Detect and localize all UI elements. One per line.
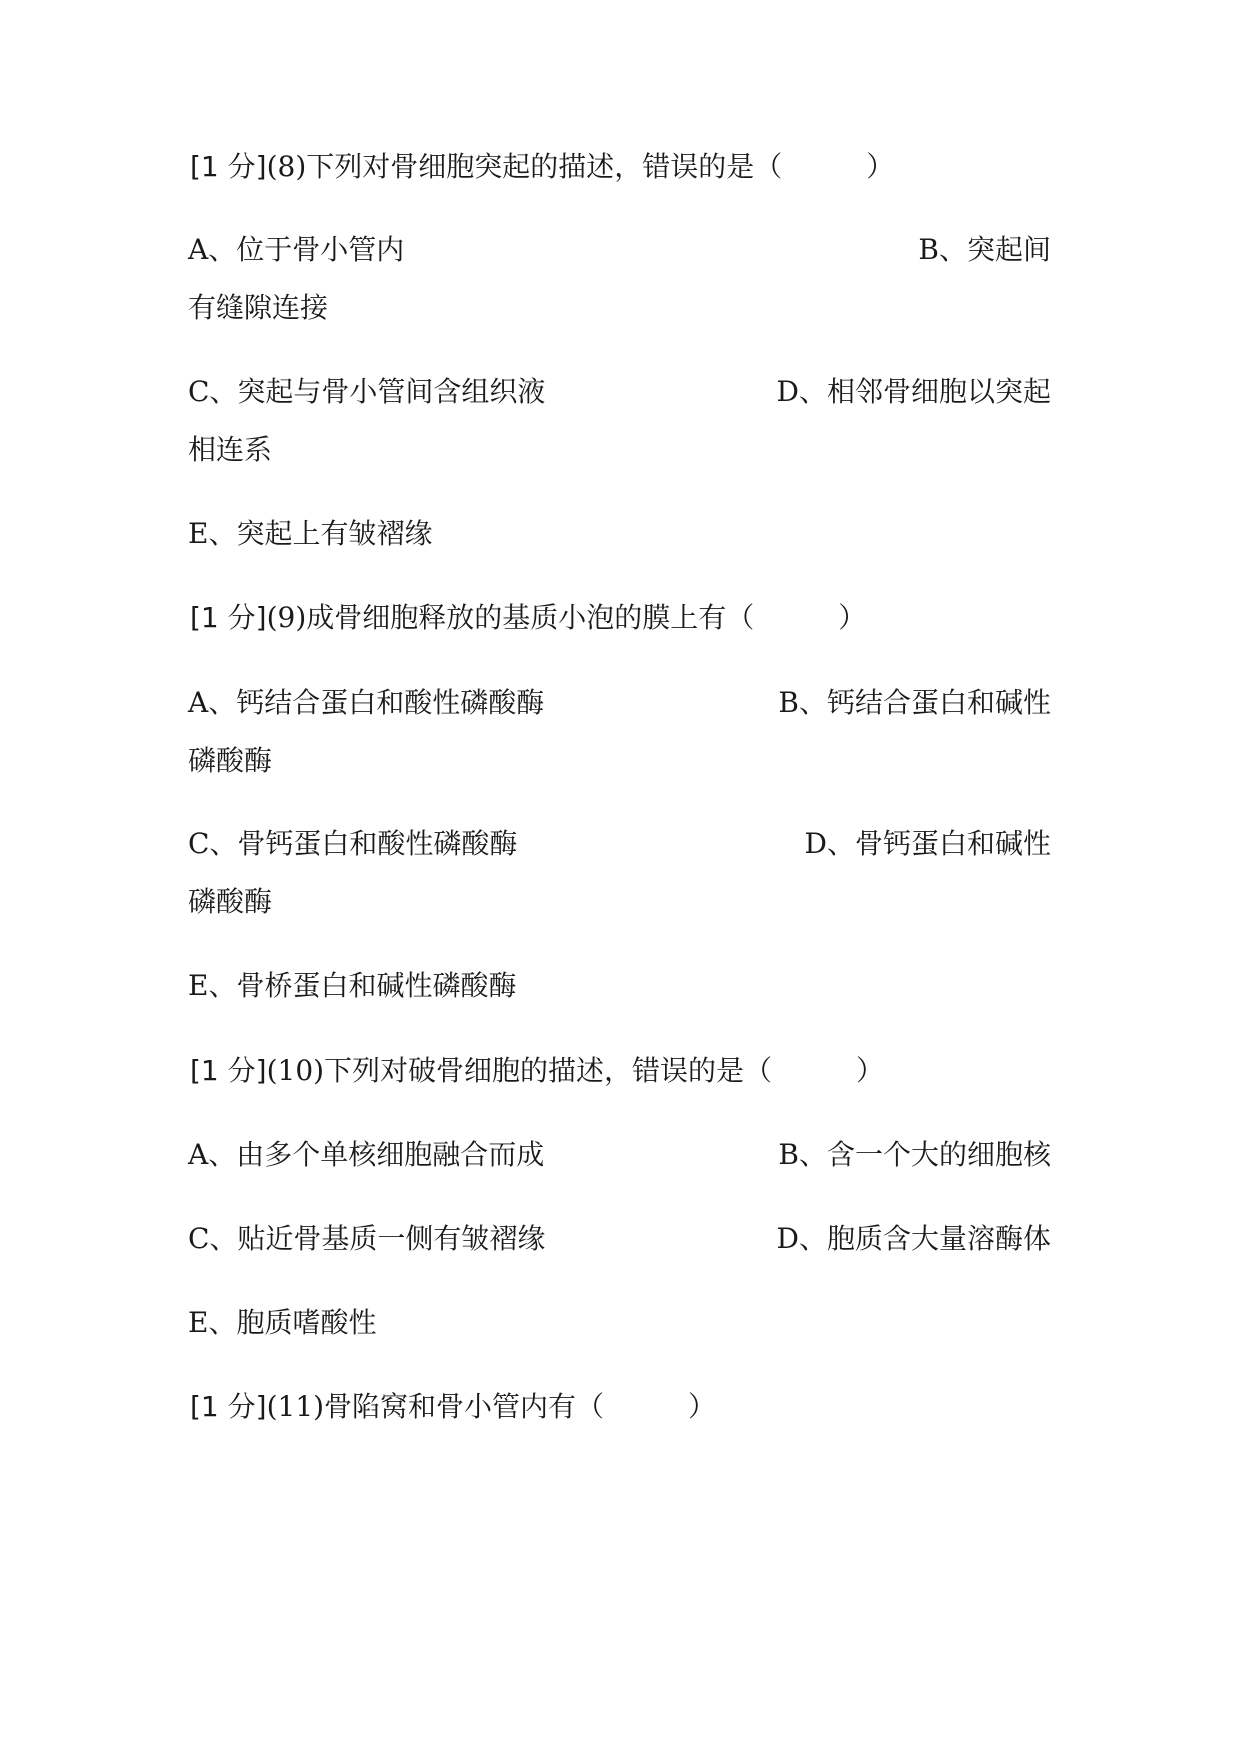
question-8-score: [1 分] — [190, 150, 267, 183]
question-8-option-e: E、突起上有皱褶缘 — [188, 517, 433, 550]
question-9-option-e: E、骨桥蛋白和碱性磷酸酶 — [188, 969, 517, 1002]
question-9-score: [1 分] — [190, 601, 267, 634]
question-10-score: [1 分] — [190, 1054, 267, 1087]
question-10-option-b: B、含一个大的细胞核 — [778, 1138, 1051, 1171]
question-9-option-b-continued: 磷酸酶 — [188, 744, 273, 777]
question-10-text: (10)下列对破骨细胞的描述，错误的是（ ） — [266, 1054, 885, 1087]
question-8-option-d: D、相邻骨细胞以突起 — [776, 375, 1051, 408]
question-9-option-d: D、骨钙蛋白和碱性 — [804, 827, 1051, 860]
question-8-text: (8)下列对骨细胞突起的描述，错误的是（ ） — [266, 150, 895, 183]
question-9-option-c: C、骨钙蛋白和酸性磷酸酶 — [188, 827, 518, 860]
question-8-option-d-continued: 相连系 — [188, 433, 273, 466]
question-11-score: [1 分] — [190, 1390, 267, 1423]
question-8-option-a: A、位于骨小管内 — [188, 233, 405, 266]
question-11-text: (11)骨陷窝和骨小管内有（ ） — [266, 1390, 717, 1423]
question-10-option-a: A、由多个单核细胞融合而成 — [188, 1138, 545, 1171]
question-11-stem — [190, 1387, 716, 1427]
question-8-option-b: B、突起间 — [918, 233, 1051, 266]
question-8-option-b-continued: 有缝隙连接 — [188, 291, 329, 324]
question-10-option-c: C、贴近骨基质一侧有皱褶缘 — [188, 1222, 546, 1255]
question-10-option-d: D、胞质含大量溶酶体 — [776, 1222, 1051, 1255]
question-10-stem — [190, 1051, 884, 1091]
question-9-option-b: B、钙结合蛋白和碱性 — [778, 686, 1051, 719]
question-10-option-e: E、胞质嗜酸性 — [188, 1306, 377, 1339]
question-9-option-a: A、钙结合蛋白和酸性磷酸酶 — [188, 686, 545, 719]
question-8-stem — [190, 147, 894, 187]
question-9-text: (9)成骨细胞释放的基质小泡的膜上有（ ） — [266, 601, 867, 634]
question-8-option-c: C、突起与骨小管间含组织液 — [188, 375, 546, 408]
question-9-option-d-continued: 磷酸酶 — [188, 885, 273, 918]
question-9-stem — [190, 598, 866, 638]
